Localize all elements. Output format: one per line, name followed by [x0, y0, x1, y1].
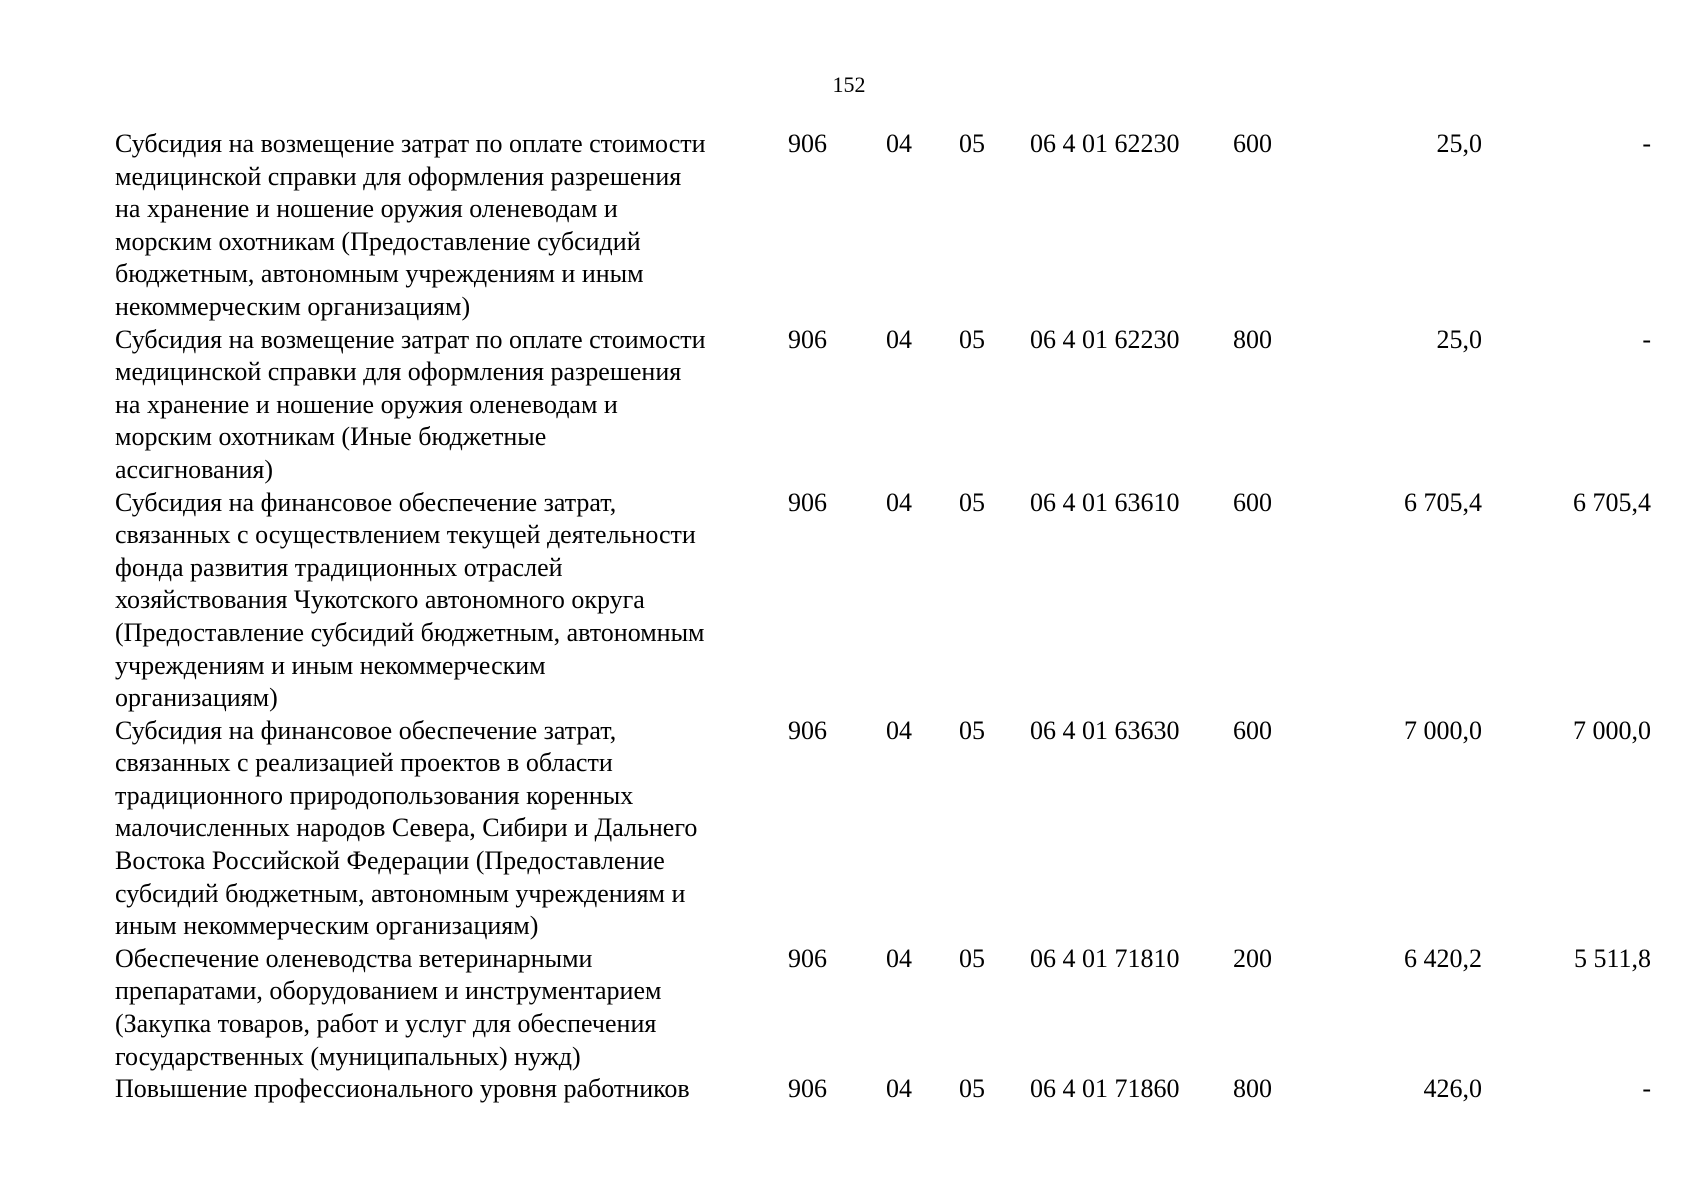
amount-second: 5 511,8	[1573, 943, 1651, 973]
row-description: Субсидия на возмещение затрат по оплате стоимости медицинской справки для оформления разрешения на хранение и ношение оружия оленеводам и морским охотникам (Иные бюджетные ассигнования)	[115, 324, 706, 484]
row-description: Субсидия на финансовое обеспечение затрат, связанных с осуществлением текущей деятельности фонда развития традиционных отраслей хозяйствования Чукотского автономного округа (Предоставление субсидий бюджетным, автономным учреждениям и иным некоммерческим организациям)	[115, 487, 705, 713]
subsection-code: 05	[959, 129, 985, 158]
row-description: Повышение профессионального уровня работников	[115, 1074, 690, 1104]
section-code: 04	[886, 487, 912, 517]
section-code: 04	[886, 1074, 912, 1104]
section-code: 04	[886, 324, 912, 354]
row-description: Субсидия на финансовое обеспечение затрат, связанных с реализацией проектов в области традиционного природопользования коренных малочисленных народов Севера, Сибири и Дальнего Востока Российской Федерации (Предоставление субсидий бюджетным, автономным учреждениям и иным некоммерческим организациям)	[115, 715, 698, 941]
expense-type-code: 800	[1233, 1074, 1272, 1104]
subsection-code: 05	[959, 487, 985, 517]
amount-first: 6 420,2	[1404, 943, 1482, 973]
amount-second: -	[1642, 324, 1651, 354]
section-code: 04	[886, 129, 912, 158]
subsection-code: 05	[959, 1074, 985, 1104]
target-article-code: 06 4 01 62230	[1030, 129, 1180, 158]
table-row	[0, 1073, 1698, 1106]
ministry-code: 906	[788, 715, 827, 745]
ministry-code: 906	[788, 129, 827, 158]
amount-first: 426,0	[1423, 1074, 1482, 1104]
table-row	[0, 715, 1698, 943]
amount-first: 6 705,4	[1404, 487, 1482, 517]
subsection-code: 05	[959, 943, 985, 973]
expense-type-code: 600	[1233, 715, 1272, 745]
expense-type-code: 600	[1233, 129, 1272, 158]
target-article-code: 06 4 01 71860	[1030, 1074, 1180, 1104]
target-article-code: 06 4 01 63610	[1030, 487, 1180, 517]
section-code: 04	[886, 943, 912, 973]
amount-first: 25,0	[1436, 324, 1482, 354]
amount-first: 25,0	[1436, 129, 1482, 158]
expense-type-code: 600	[1233, 487, 1272, 517]
subsection-code: 05	[959, 715, 985, 745]
target-article-code: 06 4 01 71810	[1030, 943, 1180, 973]
amount-second: -	[1642, 1074, 1651, 1104]
table-row	[0, 487, 1698, 715]
amount-second: 6 705,4	[1573, 487, 1651, 517]
expense-type-code: 200	[1233, 943, 1272, 973]
ministry-code: 906	[788, 943, 827, 973]
table-row	[0, 943, 1698, 1073]
amount-first: 7 000,0	[1404, 715, 1482, 745]
table-row	[0, 324, 1698, 487]
page-number: 152	[832, 72, 866, 97]
subsection-code: 05	[959, 324, 985, 354]
table-row	[0, 128, 1698, 324]
target-article-code: 06 4 01 62230	[1030, 324, 1180, 354]
budget-table	[0, 128, 1698, 1106]
amount-second: 7 000,0	[1573, 715, 1651, 745]
row-description: Субсидия на возмещение затрат по оплате стоимости медицинской справки для оформления разрешения на хранение и ношение оружия оленеводам и морским охотникам (Предоставление субсидий бюджетным, автономным учреждениям и иным некоммерческим организациям)	[115, 129, 706, 321]
ministry-code: 906	[788, 487, 827, 517]
row-description: Обеспечение оленеводства ветеринарными препаратами, оборудованием и инструментарием (Закупка товаров, работ и услуг для обеспечения государственных (муниципальных) нужд)	[115, 943, 662, 1071]
amount-second: -	[1642, 129, 1651, 158]
section-code: 04	[886, 715, 912, 745]
ministry-code: 906	[788, 324, 827, 354]
target-article-code: 06 4 01 63630	[1030, 715, 1180, 745]
expense-type-code: 800	[1233, 324, 1272, 354]
ministry-code: 906	[788, 1074, 827, 1104]
